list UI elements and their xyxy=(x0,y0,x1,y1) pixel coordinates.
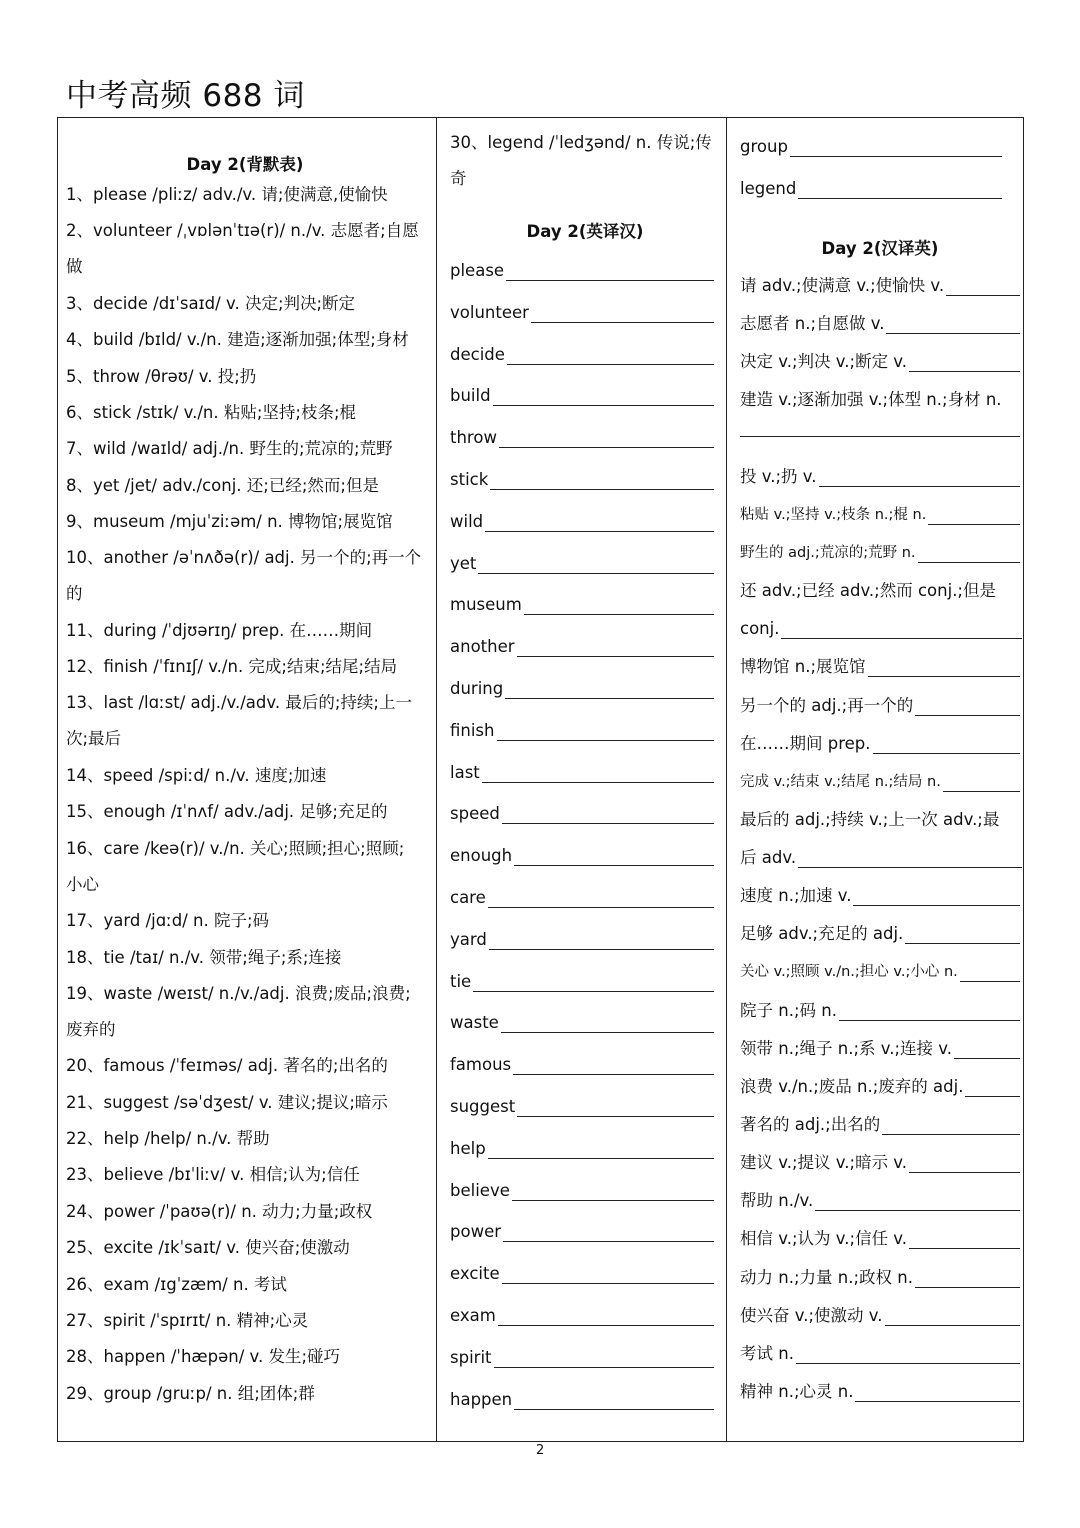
translation-row xyxy=(740,1039,1020,1059)
answer-blank[interactable] xyxy=(886,319,1020,334)
chinese-prompt: 野生的 adj.;荒凉的;荒野 n. xyxy=(740,545,916,561)
chinese-to-english-section xyxy=(740,0,1025,1440)
chinese-prompt-continuation: 后 adv. xyxy=(740,848,797,867)
english-word: legend xyxy=(740,179,797,198)
translation-row xyxy=(450,303,714,323)
answer-blank[interactable] xyxy=(909,1234,1020,1249)
col2-heading: Day 2(英译汉) xyxy=(526,222,644,241)
vocab-entry xyxy=(66,512,428,532)
translation-row xyxy=(740,137,1002,157)
translation-row xyxy=(740,657,1020,677)
answer-blank[interactable] xyxy=(960,967,1020,982)
chinese-prompt: 相信 v.;认为 v.;信任 v. xyxy=(740,1229,908,1248)
translation-row xyxy=(450,763,714,783)
answer-blank[interactable] xyxy=(915,1273,1020,1288)
answer-blank[interactable] xyxy=(488,1144,714,1159)
vocab-entry-text: 14、speed /spiːd/ n./v. 速度;加速 xyxy=(66,766,327,785)
translation-row xyxy=(740,505,1020,525)
vocab-entry xyxy=(66,476,428,496)
vocab-entry-text: 20、famous /ˈfeɪməs/ adj. 著名的;出名的 xyxy=(66,1056,388,1075)
answer-blank[interactable] xyxy=(943,777,1020,792)
answer-blank[interactable] xyxy=(473,977,714,992)
page-number: 2 xyxy=(536,1443,545,1458)
vocab-entry xyxy=(66,294,428,314)
chinese-prompt: 在……期间 prep. xyxy=(740,734,871,753)
english-word: spirit xyxy=(450,1348,492,1367)
vocab-entry xyxy=(66,802,428,822)
answer-blank[interactable] xyxy=(498,1311,714,1326)
answer-blank[interactable] xyxy=(928,510,1020,525)
translation-row xyxy=(740,1382,1020,1402)
answer-blank[interactable] xyxy=(798,853,1022,868)
translation-row xyxy=(740,1153,1020,1173)
translation-row xyxy=(450,972,714,992)
translation-row xyxy=(740,1001,1020,1021)
answer-blank[interactable] xyxy=(796,1349,1020,1364)
english-word: finish xyxy=(450,721,495,740)
translation-row xyxy=(740,1344,1020,1364)
translation-row xyxy=(740,1229,1020,1249)
translation-row xyxy=(740,543,1020,563)
answer-blank[interactable] xyxy=(853,891,1020,906)
answer-blank[interactable] xyxy=(524,600,714,615)
vocab-entry xyxy=(66,403,428,423)
recitation-list xyxy=(66,0,428,1440)
answer-blank[interactable] xyxy=(502,809,714,824)
translation-row xyxy=(450,1222,714,1242)
english-word: group xyxy=(740,137,788,156)
english-word: another xyxy=(450,637,515,656)
english-word: decide xyxy=(450,345,505,364)
english-word: suggest xyxy=(450,1097,516,1116)
vocab-entry-text: 4、build /bɪld/ v./n. 建造;逐渐加强;体型;身材 xyxy=(66,330,409,349)
translation-row xyxy=(450,554,714,574)
english-to-chinese-section xyxy=(450,0,720,1440)
translation-row xyxy=(450,595,714,615)
chinese-prompt: 最后的 adj.;持续 v.;上一次 adv.;最 xyxy=(740,810,1000,829)
vocab-entry-text: 23、believe /bɪˈliːv/ v. 相信;认为;信任 xyxy=(66,1165,360,1184)
vocab-entry xyxy=(66,1202,428,1222)
chinese-prompt: 著名的 adj.;出名的 xyxy=(740,1115,881,1134)
vocab-entry-text: 22、help /help/ n./v. 帮助 xyxy=(66,1129,270,1148)
english-word: happen xyxy=(450,1390,513,1409)
column-divider xyxy=(436,117,437,1442)
vocab-entry-text: 1、please /pliːz/ adv./v. 请;使满意,使愉快 xyxy=(66,185,388,204)
translation-row xyxy=(740,886,1020,906)
translation-row xyxy=(450,1013,714,1033)
answer-blank[interactable] xyxy=(819,472,1020,487)
answer-blank[interactable] xyxy=(513,1060,714,1075)
chinese-prompt: 粘贴 v.;坚持 v.;枝条 n.;棍 n. xyxy=(740,507,927,523)
answer-blank[interactable] xyxy=(501,1018,714,1033)
chinese-prompt: 投 v.;扔 v. xyxy=(740,467,817,486)
vocab-entry-text: 2、volunteer /ˌvɒlənˈtɪə(r)/ n./v. 志愿者;自愿 xyxy=(66,221,419,240)
vocab-entry xyxy=(66,984,428,1039)
vocab-entry xyxy=(66,1165,428,1185)
english-word: stick xyxy=(450,470,489,489)
english-word: help xyxy=(450,1139,486,1158)
vocab-entry xyxy=(66,1275,428,1295)
vocab-entry-text: 11、during /ˈdjʊərɪŋ/ prep. 在……期间 xyxy=(66,621,373,640)
vocab-entry-text: 12、finish /ˈfɪnɪʃ/ v./n. 完成;结束;结尾;结局 xyxy=(66,657,398,676)
answer-blank[interactable] xyxy=(915,701,1020,716)
translation-row xyxy=(450,345,714,365)
vocab-entry-continuation: 的 xyxy=(66,584,83,603)
answer-blank[interactable] xyxy=(506,266,714,281)
vocab-entry xyxy=(66,367,428,387)
translation-row xyxy=(450,1097,714,1117)
vocab-entry-continuation: 次;最后 xyxy=(66,729,122,748)
english-word: speed xyxy=(450,804,500,823)
translation-row xyxy=(740,962,1020,982)
vocab-entry-text: 28、happen /ˈhæpən/ v. 发生;碰巧 xyxy=(66,1347,341,1366)
vocab-entry xyxy=(66,1129,428,1149)
answer-blank[interactable] xyxy=(798,184,1002,199)
english-word: yard xyxy=(450,930,487,949)
english-word: please xyxy=(450,261,505,280)
answer-blank[interactable] xyxy=(909,1158,1020,1173)
english-word: excite xyxy=(450,1264,500,1283)
translation-row xyxy=(740,772,1020,792)
chinese-prompt: 领带 n.;绳子 n.;系 v.;连接 v. xyxy=(740,1039,953,1058)
vocab-entry-text: 19、waste /weɪst/ n./v./adj. 浪费;废品;浪费; xyxy=(66,984,411,1003)
answer-blank[interactable] xyxy=(781,624,1022,639)
chinese-prompt: 使兴奋 v.;使激动 v. xyxy=(740,1306,883,1325)
answer-blank[interactable] xyxy=(882,1120,1020,1135)
translation-row xyxy=(450,721,714,741)
chinese-prompt: 博物馆 n.;展览馆 xyxy=(740,657,866,676)
vocab-entry xyxy=(66,693,428,748)
translation-row xyxy=(740,467,1020,487)
translation-row xyxy=(740,1115,1020,1135)
english-word: waste xyxy=(450,1013,499,1032)
english-word: last xyxy=(450,763,480,782)
vocab-entry-text: 25、excite /ɪkˈsaɪt/ v. 使兴奋;使激动 xyxy=(66,1238,350,1257)
english-word: famous xyxy=(450,1055,512,1074)
vocab-entry-text: 13、last /lɑːst/ adj./v./adv. 最后的;持续;上一 xyxy=(66,693,412,712)
answer-blank[interactable] xyxy=(965,1082,1020,1097)
vocab-entry xyxy=(66,1311,428,1331)
translation-row xyxy=(450,1181,714,1201)
vocab-entry xyxy=(66,548,428,603)
answer-blank[interactable] xyxy=(531,308,714,323)
vocab-entry xyxy=(66,766,428,786)
col2-top-entry-cont: 奇 xyxy=(450,169,467,188)
vocab-entry xyxy=(66,657,428,677)
english-word: throw xyxy=(450,428,497,447)
chinese-prompt: 考试 n. xyxy=(740,1344,794,1363)
answer-blank[interactable] xyxy=(485,517,714,532)
answer-blank[interactable] xyxy=(502,1269,714,1284)
vocab-entry-text: 24、power /ˈpaʊə(r)/ n. 动力;力量;政权 xyxy=(66,1202,373,1221)
vocab-entry-continuation: 做 xyxy=(66,257,83,276)
answer-blank[interactable] xyxy=(954,1044,1020,1059)
vocab-entry-text: 8、yet /jet/ adv./conj. 还;已经;然而;但是 xyxy=(66,476,379,495)
vocab-entry-text: 7、wild /waɪld/ adj./n. 野生的;荒凉的;荒野 xyxy=(66,439,393,458)
chinese-prompt: 请 adv.;使满意 v.;使愉快 v. xyxy=(740,276,945,295)
answer-blank[interactable] xyxy=(517,642,714,657)
vocab-entry xyxy=(66,1056,428,1076)
vocab-entry xyxy=(66,1093,428,1113)
vocab-entry xyxy=(66,185,428,205)
translation-row xyxy=(740,924,1020,944)
answer-blank[interactable] xyxy=(505,684,714,699)
translation-row xyxy=(450,386,714,406)
translation-row xyxy=(740,179,1002,199)
answer-blank[interactable] xyxy=(839,1006,1020,1021)
chinese-prompt: 关心 v.;照顾 v./n.;担心 v.;小心 n. xyxy=(740,964,958,980)
chinese-prompt: 完成 v.;结束 v.;结尾 n.;结局 n. xyxy=(740,774,941,790)
chinese-prompt: 另一个的 adj.;再一个的 xyxy=(740,696,914,715)
english-word: believe xyxy=(450,1181,510,1200)
vocab-entry-text: 27、spirit /ˈspɪrɪt/ n. 精神;心灵 xyxy=(66,1311,309,1330)
translation-row xyxy=(740,1306,1020,1326)
answer-blank[interactable] xyxy=(514,851,714,866)
translation-row xyxy=(450,1348,714,1368)
vocab-entry-text: 5、throw /θrəʊ/ v. 投;扔 xyxy=(66,367,257,386)
translation-row xyxy=(450,1264,714,1284)
english-word: exam xyxy=(450,1306,496,1325)
chinese-prompt: 院子 n.;码 n. xyxy=(740,1001,837,1020)
answer-blank[interactable] xyxy=(873,739,1020,754)
answer-blank[interactable] xyxy=(855,1387,1020,1402)
answer-blank[interactable] xyxy=(514,1395,714,1410)
translation-row xyxy=(740,352,1020,372)
answer-blank[interactable] xyxy=(488,893,714,908)
answer-blank[interactable] xyxy=(499,433,714,448)
answer-blank[interactable] xyxy=(790,142,1002,157)
answer-blank[interactable] xyxy=(946,281,1020,296)
chinese-prompt-continuation: conj. xyxy=(740,619,780,638)
answer-blank[interactable] xyxy=(494,1353,715,1368)
answer-blank[interactable] xyxy=(490,475,714,490)
answer-blank[interactable] xyxy=(478,559,714,574)
vocab-entry xyxy=(66,621,428,641)
col1-heading: Day 2(背默表) xyxy=(186,155,304,174)
translation-row xyxy=(450,261,714,281)
answer-blank[interactable] xyxy=(489,935,714,950)
chinese-prompt: 浪费 v./n.;废品 n.;废弃的 adj. xyxy=(740,1077,964,1096)
chinese-prompt: 决定 v.;判决 v.;断定 v. xyxy=(740,352,908,371)
vocab-entry xyxy=(66,839,428,894)
vocab-entry-text: 21、suggest /səˈdʒest/ v. 建议;提议;暗示 xyxy=(66,1093,388,1112)
translation-row xyxy=(450,1055,714,1075)
translation-row xyxy=(740,619,1022,639)
vocab-entry-text: 9、museum /mjuˈziːəm/ n. 博物馆;展览馆 xyxy=(66,512,393,531)
answer-blank[interactable] xyxy=(909,357,1020,372)
vocab-entry-text: 18、tie /taɪ/ n./v. 领带;绳子;系;连接 xyxy=(66,948,342,967)
vocab-entry-text: 10、another /əˈnʌðə(r)/ adj. 另一个的;再一个 xyxy=(66,548,422,567)
translation-row xyxy=(740,848,1022,868)
vocab-entry xyxy=(66,330,428,350)
vocab-entry-text: 15、enough /ɪˈnʌf/ adv./adj. 足够;充足的 xyxy=(66,802,388,821)
chinese-prompt: 帮助 n./v. xyxy=(740,1191,814,1210)
english-word: power xyxy=(450,1222,501,1241)
chinese-prompt: 还 adv.;已经 adv.;然而 conj.;但是 xyxy=(740,581,996,600)
col3-heading: Day 2(汉译英) xyxy=(821,239,939,258)
vocab-entry-text: 17、yard /jɑːd/ n. 院子;码 xyxy=(66,911,270,930)
vocab-entry-text: 6、stick /stɪk/ v./n. 粘贴;坚持;枝条;棍 xyxy=(66,403,357,422)
english-word: during xyxy=(450,679,504,698)
chinese-prompt: 精神 n.;心灵 n. xyxy=(740,1382,854,1401)
translation-row xyxy=(740,1268,1020,1288)
page-title: 中考高频 688 词 xyxy=(66,78,305,114)
answer-blank[interactable] xyxy=(918,548,1020,563)
answer-blank[interactable] xyxy=(503,1227,714,1242)
english-word: care xyxy=(450,888,486,907)
chinese-prompt: 建议 v.;提议 v.;暗示 v. xyxy=(740,1153,908,1172)
answer-blank[interactable] xyxy=(905,929,1020,944)
answer-blank[interactable] xyxy=(815,1196,1020,1211)
english-word: enough xyxy=(450,846,513,865)
answer-blank[interactable] xyxy=(507,350,714,365)
vocab-entry-continuation: 废弃的 xyxy=(66,1020,116,1039)
translation-row xyxy=(740,696,1020,716)
vocab-entry-continuation: 小心 xyxy=(66,875,99,894)
translation-row xyxy=(450,930,714,950)
translation-row xyxy=(450,637,714,657)
vocab-entry xyxy=(66,911,428,931)
translation-row xyxy=(740,1077,1020,1097)
chinese-prompt: 动力 n.;力量 n.;政权 n. xyxy=(740,1268,913,1287)
col2-top-entry: 30、legend /ˈledʒənd/ n. 传说;传 xyxy=(450,133,712,152)
answer-blank[interactable] xyxy=(740,436,1020,437)
translation-row xyxy=(450,846,714,866)
vocab-entry xyxy=(66,221,428,276)
chinese-prompt: 足够 adv.;充足的 adj. xyxy=(740,924,904,943)
answer-blank[interactable] xyxy=(517,1102,714,1117)
answer-blank[interactable] xyxy=(512,1186,714,1201)
translation-row xyxy=(740,314,1020,334)
translation-row xyxy=(450,679,714,699)
vocab-entry xyxy=(66,948,428,968)
vocab-entry xyxy=(66,1384,428,1404)
column-divider xyxy=(726,117,727,1442)
translation-row xyxy=(450,512,714,532)
chinese-prompt: 志愿者 n.;自愿做 v. xyxy=(740,314,885,333)
translation-row xyxy=(450,804,714,824)
chinese-prompt: 建造 v.;逐渐加强 v.;体型 n.;身材 n. xyxy=(740,390,1002,409)
chinese-prompt: 速度 n.;加速 v. xyxy=(740,886,852,905)
translation-row xyxy=(450,1390,714,1410)
english-word: volunteer xyxy=(450,303,529,322)
english-word: yet xyxy=(450,554,477,573)
english-word: wild xyxy=(450,512,484,531)
translation-row xyxy=(450,470,714,490)
vocab-entry-text: 29、group /gruːp/ n. 组;团体;群 xyxy=(66,1384,315,1403)
vocab-entry-text: 16、care /keə(r)/ v./n. 关心;照顾;担心;照顾; xyxy=(66,839,405,858)
vocab-entry xyxy=(66,1347,428,1367)
translation-row xyxy=(450,1306,714,1326)
english-word: build xyxy=(450,386,491,405)
vocab-entry-text: 3、decide /dɪˈsaɪd/ v. 决定;判决;断定 xyxy=(66,294,356,313)
translation-row xyxy=(450,888,714,908)
answer-blank[interactable] xyxy=(497,726,715,741)
translation-row xyxy=(740,734,1020,754)
english-word: tie xyxy=(450,972,472,991)
translation-row xyxy=(450,1139,714,1159)
translation-row xyxy=(740,1191,1020,1211)
answer-blank[interactable] xyxy=(885,1311,1020,1326)
translation-row xyxy=(740,276,1020,296)
vocab-entry-text: 26、exam /ɪgˈzæm/ n. 考试 xyxy=(66,1275,287,1294)
vocab-entry xyxy=(66,439,428,459)
english-word: museum xyxy=(450,595,522,614)
answer-blank[interactable] xyxy=(493,391,714,406)
translation-row xyxy=(450,428,714,448)
vocab-entry xyxy=(66,1238,428,1258)
answer-blank[interactable] xyxy=(482,768,714,783)
answer-blank[interactable] xyxy=(868,662,1020,677)
